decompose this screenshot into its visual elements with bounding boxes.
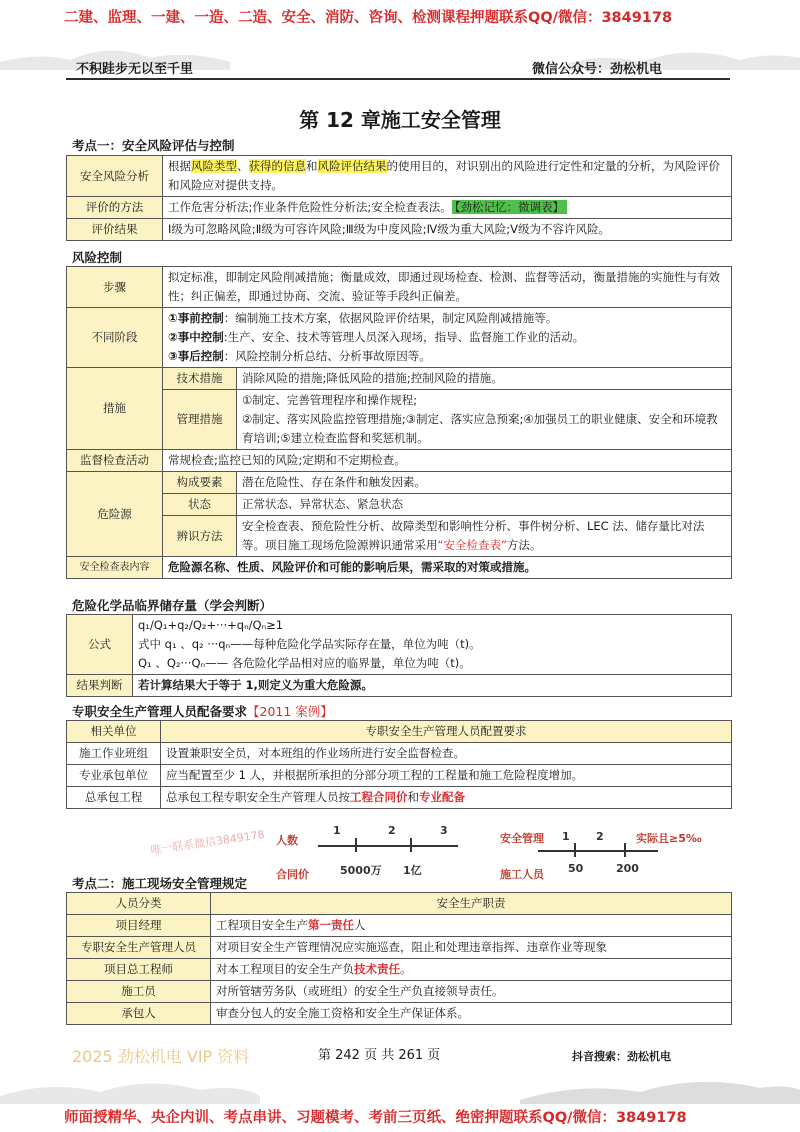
risk-control-table	[66, 266, 732, 579]
table-row	[67, 915, 732, 937]
column-header: 专职安全生产管理人员配置要求	[161, 721, 732, 743]
sub-label: 管理措施	[163, 390, 237, 450]
wechat-account: 微信公众号：劲松机电	[532, 62, 663, 77]
table-header-row	[67, 893, 732, 915]
row-content	[163, 197, 732, 219]
case-tag: 【2011 案例】	[247, 704, 333, 719]
row-content: 常规检查;监控已知的风险;定期和不定期检查。	[163, 450, 732, 472]
timeline-num: 1	[562, 830, 570, 843]
table-row	[67, 450, 732, 472]
timeline-right-line	[538, 850, 658, 852]
column-header: 相关单位	[67, 721, 161, 743]
cell-role: 项目总工程师	[67, 959, 211, 981]
table-row	[67, 787, 732, 809]
chapter-title: 第 12 章施工安全管理	[299, 108, 501, 132]
text: 专职安全生产管理人员配备要求	[72, 704, 248, 719]
row-content: 消除风险的措施;降低风险的措施;控制风险的措施。	[237, 368, 732, 390]
chemicals-table	[66, 614, 732, 697]
staffing-table	[66, 720, 732, 809]
mountain-decoration-bottom	[0, 1066, 800, 1104]
text: 、	[237, 159, 249, 173]
row-label: 公式	[67, 615, 133, 675]
row-label: 措施	[67, 368, 163, 450]
cell-duty	[211, 915, 732, 937]
watermark: 唯一联系微信3849178	[149, 828, 266, 857]
timeline-num: 1	[333, 824, 341, 837]
section2-title: 考点二：施工现场安全管理规定	[72, 876, 248, 891]
red-text: 工程合同价	[350, 790, 408, 804]
timeline-num: 3	[440, 824, 448, 837]
text: 式中 q₁ 、q₂ ···qₙ——每种危险化学品实际存在量，单位为吨（t)。	[138, 637, 481, 651]
cell-duty	[211, 959, 732, 981]
timeline-right-bottom-label: 施工人员	[500, 868, 544, 881]
cell-unit: 专业承包单位	[67, 765, 161, 787]
highlight-text: 风险评估结果	[317, 159, 387, 173]
cell-unit: 施工作业班组	[67, 743, 161, 765]
text: 的使用目的，对识别出的风险进行定性和定量的分析，为风险评价和风险应对提供支持。	[168, 159, 720, 192]
promo-top: 二建、监理、一建、一造、二造、安全、消防、咨询、检测课程押题联系QQ/微信：3849178	[64, 10, 673, 26]
table-row	[67, 368, 732, 390]
stage-head: ②事中控制	[168, 330, 224, 344]
table-row	[67, 959, 732, 981]
footer-brand: 抖音搜索：劲松机电	[572, 1050, 671, 1063]
timeline-left-line	[318, 845, 458, 847]
text: ：编制施工技术方案，依据风险评价结果，制定风险削减措施等。	[223, 311, 558, 325]
row-content: 正常状态、异常状态、紧急状态	[237, 494, 732, 516]
staffing-title	[72, 702, 333, 720]
table-row	[67, 937, 732, 959]
risk-analysis-table	[66, 155, 732, 241]
column-header: 安全生产职责	[211, 893, 732, 915]
cell-role: 承包人	[67, 1003, 211, 1025]
formula: q₁/Q₁+q₂/Q₂+···+qₙ/Qₙ≥1	[138, 618, 284, 632]
table-row	[67, 308, 732, 368]
highlight-text: 获得的信息	[248, 159, 306, 173]
row-content	[237, 390, 732, 450]
tick	[355, 838, 357, 852]
text: 方法。	[506, 538, 542, 552]
row-content	[163, 156, 732, 197]
row-label: 危险源	[67, 472, 163, 557]
highlight-text: 风险类型	[191, 159, 237, 173]
row-label: 安全风险分析	[67, 156, 163, 197]
table-row	[67, 197, 732, 219]
stage-head: ③事后控制	[168, 349, 224, 363]
timeline-left-bottom-label: 合同价	[276, 868, 309, 881]
tick	[410, 838, 412, 852]
table-row	[67, 981, 732, 1003]
table-header-row	[67, 721, 732, 743]
table-row	[67, 494, 732, 516]
cell-req: 应当配置至少 1 人，并根据所承担的分部分项工程的工程量和施工危险程度增加。	[161, 765, 732, 787]
sub-label: 构成要素	[163, 472, 237, 494]
red-text: 专业配备	[419, 790, 465, 804]
timeline-val: 50	[568, 862, 584, 875]
row-content: 危险源名称、性质、风险评价和可能的影响后果，需采取的对策或措施。	[163, 557, 732, 579]
timeline-num: 2	[596, 830, 604, 843]
text: 。	[400, 962, 412, 976]
timeline-left-top-label: 人数	[276, 834, 298, 847]
row-label: 步骤	[67, 267, 163, 308]
cell-duty: 审查分包人的安全施工资格和安全生产保证体系。	[211, 1003, 732, 1025]
table-row	[67, 219, 732, 241]
timeline-val: 1亿	[403, 864, 422, 877]
sub-label: 状态	[163, 494, 237, 516]
slogan: 不积跬步无以至千里	[76, 62, 194, 77]
memory-tag: 【劲松记忆：微调表】	[452, 200, 567, 214]
text: 根据	[168, 159, 191, 173]
table-row	[67, 743, 732, 765]
row-label: 评价的方法	[67, 197, 163, 219]
text: 对本工程项目的安全生产负	[216, 962, 354, 976]
cell-role: 项目经理	[67, 915, 211, 937]
red-text: “安全检查表”	[437, 538, 507, 552]
text: 和	[306, 159, 318, 173]
text: 安全检查表、预危险性分析、故障类型和影响性分析、事件树分析、LEC 法、储存量比对法等。项目施工现场危险源辨识通常采用	[242, 519, 705, 552]
row-content	[163, 308, 732, 368]
responsibility-table	[66, 892, 732, 1025]
cell-req: 设置兼职安全员，对本班组的作业场所进行安全监督检查。	[161, 743, 732, 765]
row-content: 若计算结果大于等于 1,则定义为重大危险源。	[133, 675, 732, 697]
text: ①制定、完善管理程序和操作规程;	[242, 393, 418, 407]
sub-label: 辨识方法	[163, 516, 237, 557]
cell-role: 专职安全生产管理人员	[67, 937, 211, 959]
section1-title: 考点一：安全风险评估与控制	[72, 138, 235, 153]
text: ：风险控制分析总结、分析事故原因等。	[223, 349, 431, 363]
row-label: 安全检查表内容	[67, 557, 163, 579]
table-row	[67, 557, 732, 579]
table-row	[67, 390, 732, 450]
tick	[574, 843, 576, 857]
stage-head: ①事前控制	[168, 311, 224, 325]
page-number: 第 242 页 共 261 页	[318, 1048, 441, 1063]
row-content: 潜在危险性、存在条件和触发因素。	[237, 472, 732, 494]
text: 人	[354, 918, 366, 932]
text: 工作危害分析法;作业条件危险性分析法;安全检查表法。	[168, 200, 452, 214]
table-row	[67, 675, 732, 697]
timeline-num: 2	[388, 824, 396, 837]
table-row	[67, 267, 732, 308]
text: Q₁ 、Q₂···Qₙ—— 各危险化学品相对应的临界量，单位为吨（t)。	[138, 656, 471, 670]
timeline-val: 5000万	[340, 864, 382, 877]
table-row	[67, 516, 732, 557]
row-content: 拟定标准，即制定风险削减措施；衡量成效，即通过现场检查、检测、监督等活动，衡量措施的实施性与有效性；纠正偏差，即通过协商、交流、验证等手段纠正偏差。	[163, 267, 732, 308]
table-row	[67, 1003, 732, 1025]
risk-control-title: 风险控制	[72, 250, 123, 265]
table-row	[67, 765, 732, 787]
row-content: Ⅰ级为可忽略风险;Ⅱ级为可容许风险;Ⅲ级为中度风险;Ⅳ级为重大风险;Ⅴ级为不容许风险。	[163, 219, 732, 241]
tick	[624, 843, 626, 857]
row-label: 监督检查活动	[67, 450, 163, 472]
cell-duty: 对所管辖劳务队（或班组）的安全生产负直接领导责任。	[211, 981, 732, 1003]
cell-duty: 对项目安全生产管理情况应实施巡查，阻止和处理违章指挥、违章作业等现象	[211, 937, 732, 959]
row-label: 结果判断	[67, 675, 133, 697]
table-row	[67, 615, 732, 675]
text: 工程项目安全生产	[216, 918, 308, 932]
chemicals-title: 危险化学品临界储存量（学会判断）	[72, 598, 273, 613]
header-divider	[66, 78, 730, 80]
text: 和	[407, 790, 419, 804]
footer-vip: 2025 劲松机电 VIP 资料	[72, 1047, 250, 1066]
text: :生产、安全、技术等管理人员深入现场，指导、监督施工作业的活动。	[223, 330, 585, 344]
red-text: 技术责任	[354, 962, 400, 976]
row-content	[133, 615, 732, 675]
timeline-extra: 实际且≥5‰	[636, 832, 702, 845]
row-label: 不同阶段	[67, 308, 163, 368]
timeline-val: 200	[616, 862, 639, 875]
cell-unit: 总承包工程	[67, 787, 161, 809]
sub-label: 技术措施	[163, 368, 237, 390]
text: 总承包工程专职安全生产管理人员按	[166, 790, 350, 804]
promo-bottom: 师面授精华、央企内训、考点串讲、习题模考、考前三页纸、绝密押题联系QQ/微信：3849178	[64, 1110, 687, 1126]
cell-req	[161, 787, 732, 809]
column-header: 人员分类	[67, 893, 211, 915]
timeline-right-top-label: 安全管理	[500, 832, 544, 845]
red-text: 第一责任	[308, 918, 354, 932]
text: ②制定、落实风险监控管理措施;③制定、落实应急预案;④加强员工的职业健康、安全和环境教育培训;⑤建立检查监督和奖惩机制。	[242, 412, 718, 445]
table-row	[67, 472, 732, 494]
table-row	[67, 156, 732, 197]
row-label: 评价结果	[67, 219, 163, 241]
row-content	[237, 516, 732, 557]
cell-role: 施工员	[67, 981, 211, 1003]
